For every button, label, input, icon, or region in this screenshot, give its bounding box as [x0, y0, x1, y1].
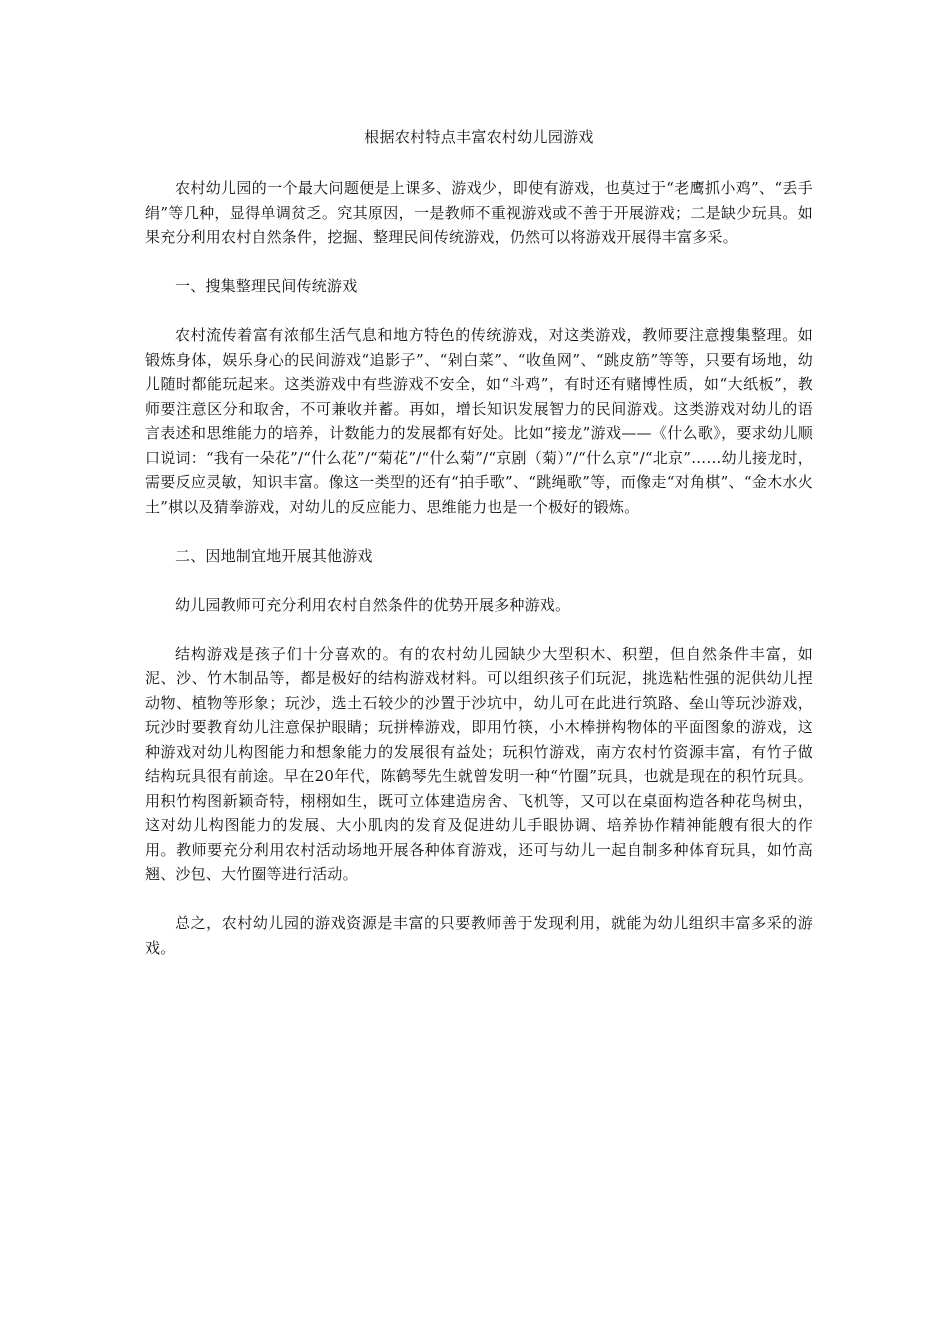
section-1-paragraph: 农村流传着富有浓郁生活气息和地方特色的传统游戏，对这类游戏，教师要注意搜集整理。如锻炼身体，娱乐身心的民间游戏“追影子”、“剁白菜”、“收鱼网”、“跳皮筋”等等，只要有场地，幼儿随时都能玩起来。这类游戏中有些游戏不安全，如“斗鸡”，有时还有赌博性质，如“大纸板”，教师要注意区分和取舍，不可兼收并蓄。再如，增长知识发展智力的民间游戏。这类游戏对幼儿的语言表述和思维能力的培养，计数能力的发展都有好处。比如“接龙”游戏——《什么歌》，要求幼儿顺口说词：“我有一朵花”/“什么花”/“菊花”/“什么菊”/“京剧（菊）”/“什么京”/“北京”……幼儿接龙时，需要反应灵敏，知识丰富。像这一类型的还有“拍手歌”、“跳绳歌”等，而像走“对角棋”、“金木水火土”棋以及猜拳游戏，对幼儿的反应能力、思维能力也是一个极好的锻炼。	[145, 326, 813, 516]
section-heading-2: 二、因地制宜地开展其他游戏	[175, 546, 373, 565]
conclusion-paragraph: 总之，农村幼儿园的游戏资源是丰富的只要教师善于发现利用，就能为幼儿组织丰富多采的游戏。	[145, 914, 813, 957]
section-heading-1: 一、搜集整理民间传统游戏	[175, 277, 358, 295]
section-2-paragraph-2: 结构游戏是孩子们十分喜欢的。有的农村幼儿园缺少大型积木、积塑，但自然条件丰富，如泥、沙、竹木制品等，都是极好的结构游戏材料。可以组织孩子们玩泥，挑选粘性强的泥供幼儿捏动物、植物等形象；玩沙，选土石较少的沙置于沙坑中，幼儿可在此进行筑路、垒山等玩沙游戏，玩沙时要教育幼儿注意保护眼睛；玩拼棒游戏，即用竹筷，小木棒拼构物体的平面图象的游戏，这种游戏对幼儿构图能力和想象能力的发展很有益处；玩积竹游戏，南方农村竹资源丰富，有竹子做结构玩具很有前途。早在20年代，陈鹤琴先生就曾发明一种“竹圈”玩具，也就是现在的积竹玩具。用积竹构图新颖奇特，栩栩如生，既可立体建造房舍、飞机等，又可以在桌面构造各种花鸟树虫，这对幼儿构图能力的发展、大小肌肉的发育及促进幼儿手眼协调、培养协作精神能艘有很大的作用。教师要充分利用农村活动场地开展各种体育游戏，还可与幼儿一起自制多种体育玩具，如竹高翘、沙包、大竹圈等进行活动。	[145, 644, 813, 883]
intro-paragraph: 农村幼儿园的一个最大问题便是上课多、游戏少，即使有游戏，也莫过于“老鹰抓小鸡”、“丢手绢”等几种，显得单调贫乏。究其原因，一是教师不重视游戏或不善于开展游戏；二是缺少玩具。如果充分利用农村自然条件，挖掘、整理民间传统游戏，仍然可以将游戏开展得丰富多采。	[145, 179, 813, 246]
document-title: 根据农村特点丰富农村幼儿园游戏	[364, 128, 594, 146]
section-2-paragraph-1: 幼儿园教师可充分利用农村自然条件的优势开展多种游戏。	[175, 595, 571, 614]
document-body	[145, 124, 813, 985]
